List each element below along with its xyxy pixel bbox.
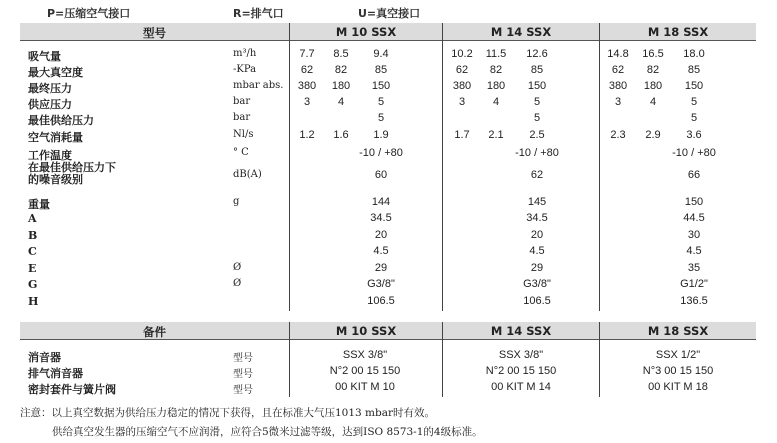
cell-value: 5 [690, 96, 698, 108]
cell-value: 150 [684, 80, 704, 92]
cell-value: N°3 00 15 150 [642, 365, 714, 377]
cell-value: 66 [687, 169, 701, 181]
cell-value: SSX 3/8" [498, 349, 544, 361]
cell-value: 180 [643, 80, 663, 92]
cell-value: -10 / +80 [515, 147, 559, 159]
cell-value: 62 [611, 64, 625, 76]
spec-row [20, 277, 756, 293]
row-unit: -KPa [233, 64, 257, 75]
cell-value: 18.0 [683, 48, 705, 60]
row-label: E [28, 262, 37, 275]
cell-value: -10 / +80 [359, 147, 403, 159]
cell-value: 35 [687, 262, 701, 274]
row-label: 供应压力 [28, 98, 72, 111]
row-label: 空气消耗量 [28, 131, 83, 144]
divider [20, 339, 756, 340]
row-unit: Ø [233, 278, 242, 289]
row-label: 重量 [28, 198, 50, 211]
spec-table-header [20, 23, 756, 40]
cell-value: 20 [530, 229, 544, 241]
cell-value: 150 [371, 80, 391, 92]
spec-row [20, 294, 756, 310]
cell-value: N°2 00 15 150 [329, 365, 401, 377]
cell-value: 7.7 [299, 48, 315, 60]
acc-header-m10: M 10 SSX [335, 324, 397, 338]
cell-value: 2.5 [529, 129, 545, 141]
row-label: 工作温度 [28, 149, 72, 162]
cell-value: 380 [452, 80, 472, 92]
row-unit: 型号 [233, 369, 253, 380]
cell-value: 00 KIT M 10 [335, 381, 395, 393]
spec-row [20, 228, 756, 244]
cell-value: 20 [374, 229, 388, 241]
cell-value: 29 [374, 262, 388, 274]
spec-row [20, 161, 756, 186]
cell-value: 5 [377, 96, 385, 108]
cell-value: 62 [300, 64, 314, 76]
spec-row [20, 244, 756, 260]
cell-value: 4.5 [686, 245, 702, 257]
row-label: C [28, 245, 37, 258]
spec-row [20, 128, 756, 144]
row-unit: g [233, 196, 240, 207]
cell-value: 4 [337, 96, 345, 108]
cell-value: 30 [687, 229, 701, 241]
accessory-row [20, 364, 756, 380]
header-m14: M 14 SSX [490, 25, 552, 39]
row-label: 在最佳供给压力下 [28, 161, 116, 174]
cell-value: 1.7 [454, 129, 470, 141]
cell-value: 85 [374, 64, 388, 76]
row-label: 最终压力 [28, 82, 72, 95]
cell-value: 380 [297, 80, 317, 92]
row-unit: 型号 [233, 385, 253, 396]
cell-value: 82 [334, 64, 348, 76]
row-unit: dB(A) [233, 169, 262, 180]
row-label: 的噪音级别 [28, 173, 83, 186]
cell-value: 8.5 [333, 48, 349, 60]
cell-value: 34.5 [370, 212, 392, 224]
cell-value: SSX 1/2" [655, 349, 701, 361]
row-unit: 型号 [233, 353, 253, 364]
cell-value: 180 [486, 80, 506, 92]
cell-value: 3 [303, 96, 311, 108]
cell-value: 29 [530, 262, 544, 274]
cell-value: 5 [533, 96, 541, 108]
cell-value: -10 / +80 [672, 147, 716, 159]
spec-row [20, 261, 756, 277]
cell-value: 4 [492, 96, 500, 108]
cell-value: 1.2 [299, 129, 315, 141]
cell-value: 1.9 [373, 129, 389, 141]
cell-value: 145 [527, 196, 547, 208]
cell-value: 5 [690, 112, 698, 124]
row-unit: bar [233, 96, 251, 107]
row-label: 吸气量 [28, 50, 61, 63]
spec-row [20, 211, 756, 227]
spec-row [20, 95, 756, 111]
cell-value: 106.5 [367, 295, 395, 307]
cell-value: 82 [489, 64, 503, 76]
acc-header-m18: M 18 SSX [647, 324, 709, 338]
cell-value: 11.5 [485, 48, 507, 60]
row-unit: bar [233, 112, 251, 123]
legend-vacuum: U=真空接口 [358, 7, 421, 20]
legend-exhaust: R=排气口 [233, 7, 284, 20]
cell-value: 85 [530, 64, 544, 76]
cell-value: 62 [455, 64, 469, 76]
cell-value: 16.5 [642, 48, 664, 60]
cell-value: G3/8" [523, 278, 551, 290]
cell-value: 3.6 [686, 129, 702, 141]
cell-value: 60 [374, 169, 388, 181]
row-label: 消音器 [28, 351, 61, 364]
row-label: 排气消音器 [28, 367, 83, 380]
cell-value: 4.5 [529, 245, 545, 257]
row-label: G [28, 278, 38, 291]
spec-row [20, 146, 756, 162]
header-model: 型号 [143, 26, 166, 40]
row-label: 最佳供给压力 [28, 114, 94, 127]
row-label: H [28, 295, 39, 308]
accessory-row [20, 348, 756, 364]
spec-row [20, 63, 756, 79]
cell-value: 4 [649, 96, 657, 108]
header-accessory: 备件 [143, 325, 166, 339]
cell-value: 82 [646, 64, 660, 76]
acc-table-header [20, 322, 756, 339]
cell-value: 44.5 [683, 212, 705, 224]
cell-value: SSX 3/8" [342, 349, 388, 361]
cell-value: 85 [687, 64, 701, 76]
spec-row [20, 47, 756, 63]
cell-value: 3 [458, 96, 466, 108]
cell-value: N°2 00 15 150 [485, 365, 557, 377]
spec-row [20, 79, 756, 95]
divider [20, 40, 756, 41]
header-m18: M 18 SSX [647, 25, 709, 39]
row-unit: m³/h [233, 48, 257, 59]
cell-value: 10.2 [451, 48, 473, 60]
cell-value: 2.1 [488, 129, 504, 141]
cell-value: 136.5 [680, 295, 708, 307]
row-label: 密封套件与簧片阀 [28, 383, 116, 396]
spec-row [20, 195, 756, 211]
cell-value: 180 [331, 80, 351, 92]
row-label: B [28, 229, 38, 242]
cell-value: 34.5 [526, 212, 548, 224]
cell-value: 106.5 [523, 295, 551, 307]
cell-value: 00 KIT M 14 [491, 381, 551, 393]
cell-value: 5 [377, 112, 385, 124]
cell-value: 150 [527, 80, 547, 92]
cell-value: 3 [614, 96, 622, 108]
note-line-1: 注意：以上真空数据为供给压力稳定的情况下获得，且在标准大气压1013 mbar时有效。 [20, 407, 436, 419]
spec-row [20, 111, 756, 127]
header-m10: M 10 SSX [335, 25, 397, 39]
accessory-row [20, 380, 756, 396]
cell-value: G3/8" [367, 278, 395, 290]
row-label: 最大真空度 [28, 66, 83, 79]
row-label: A [28, 212, 37, 225]
acc-header-m14: M 14 SSX [490, 324, 552, 338]
legend-compressed-air: P=压缩空气接口 [47, 7, 131, 20]
cell-value: 62 [530, 169, 544, 181]
cell-value: 00 KIT M 18 [648, 381, 708, 393]
cell-value: 12.6 [526, 48, 548, 60]
row-unit: Nl/s [233, 129, 254, 140]
row-unit: mbar abs. [233, 80, 284, 91]
cell-value: 14.8 [607, 48, 629, 60]
note-line-2: 供给真空发生器的压缩空气不应润滑，应符合5微米过滤等级，达到ISO 8573-1的4级标准。 [52, 426, 483, 438]
cell-value: 380 [608, 80, 628, 92]
row-unit: ° C [233, 147, 249, 158]
cell-value: 2.9 [645, 129, 661, 141]
cell-value: 4.5 [373, 245, 389, 257]
cell-value: 1.6 [333, 129, 349, 141]
cell-value: 2.3 [610, 129, 626, 141]
cell-value: 9.4 [373, 48, 389, 60]
cell-value: 5 [533, 112, 541, 124]
row-unit: Ø [233, 262, 242, 273]
cell-value: 150 [684, 196, 704, 208]
cell-value: 144 [371, 196, 391, 208]
cell-value: G1/2" [680, 278, 708, 290]
